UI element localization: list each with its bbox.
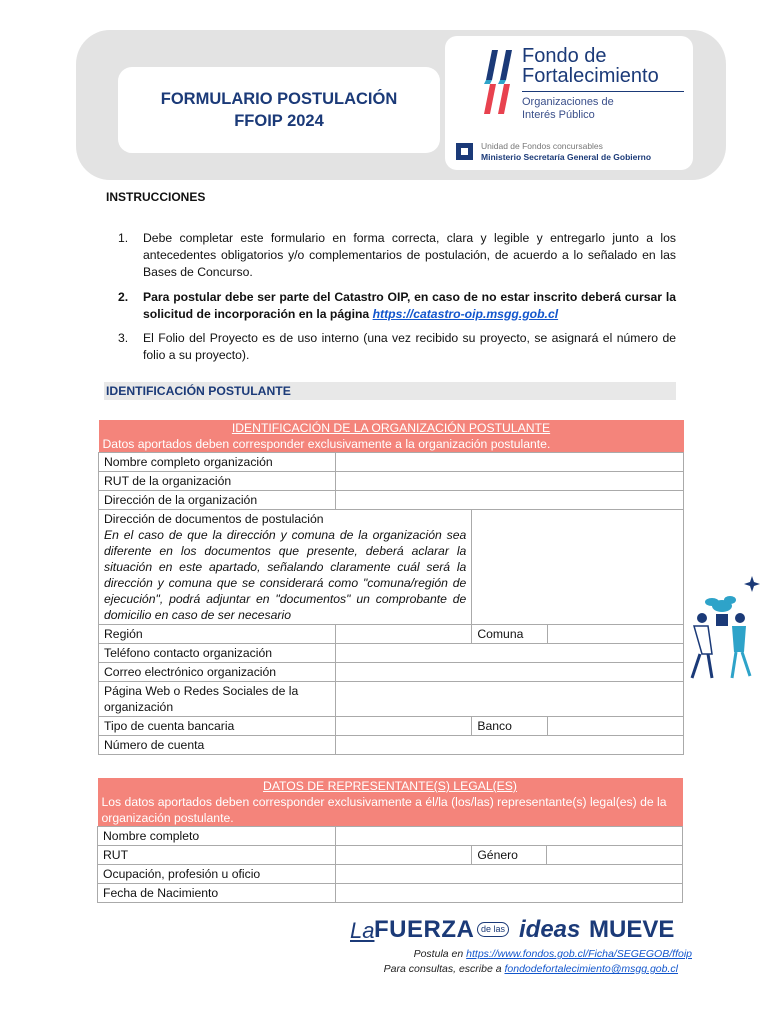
fund-logo-stripes-icon: [482, 50, 518, 114]
table-row: [99, 663, 684, 682]
field-label: Fecha de Nacimiento: [98, 884, 336, 903]
section-title: IDENTIFICACIÓN POSTULANTE: [104, 382, 676, 400]
table-header: [98, 778, 683, 827]
field-label: Banco: [472, 717, 548, 736]
field-label: Correo electrónico organización: [99, 663, 336, 682]
field-label: Región: [99, 625, 336, 644]
contact-line: [384, 963, 678, 975]
field-label: Tipo de cuenta bancaria: [99, 717, 336, 736]
docs-address-note: En el caso de que la dirección y comuna de la organización sea diferente en los documentos que presente, deberá aclarar la situación en este apartado, señalando claramente cuál será la dirección y comuna que se considerará como "comuna/región de ejecución", podrá adjuntar en "documentos" un comprobante de domicilio en caso de ser necesario: [104, 528, 467, 622]
instruction-text: Debe completar este formulario en forma correcta, clara y legible y entregarlo junto a los antecedentes obligatorios y/o complementarios de postulación, de acuerdo a lo señalado en las Bases de Concurso.: [143, 231, 676, 280]
field-label: Nombre completo: [98, 827, 336, 846]
instructions-list: [116, 230, 676, 371]
table-row: [98, 846, 683, 865]
table-row: [99, 491, 684, 510]
rep-name-field[interactable]: [335, 827, 682, 846]
gov-ministry-text: Ministerio Secretaría General de Gobierno: [481, 152, 652, 162]
form-title-box: [118, 67, 440, 153]
table-header-subtitle: Los datos aportados deben corresponder exclusivamente a él/la (los/las) representante(s) legal(es) de la organización postulante.: [101, 795, 667, 825]
account-type-field[interactable]: [335, 717, 472, 736]
rep-rut-field[interactable]: [335, 846, 472, 865]
instruction-number: 3.: [118, 331, 129, 346]
gov-unit-text: Unidad de Fondos concursables: [481, 141, 603, 151]
email-field[interactable]: [335, 663, 683, 682]
slogan-ideas: ideas: [519, 916, 581, 943]
field-label: [99, 510, 472, 625]
apply-prefix: Postula en: [413, 948, 467, 960]
field-label: RUT: [98, 846, 336, 865]
table-header-subtitle: Datos aportados deben corresponder exclusivamente a la organización postulante.: [102, 437, 551, 451]
table-header-title: IDENTIFICACIÓN DE LA ORGANIZACIÓN POSTULANTE: [231, 421, 551, 435]
rep-birthdate-field[interactable]: [335, 884, 682, 903]
table-header-title: DATOS DE REPRESENTANTE(S) LEGAL(ES): [263, 779, 517, 793]
table-row: [99, 625, 684, 644]
table-row: [99, 472, 684, 491]
website-field[interactable]: [335, 682, 683, 717]
table-row: [98, 827, 683, 846]
slogan-mueve: MUEVE: [589, 916, 675, 943]
apply-link[interactable]: https://www.fondos.gob.cl/Ficha/SEGEGOB/ffoip: [466, 948, 692, 960]
rep-gender-field[interactable]: [547, 846, 683, 865]
org-name-field[interactable]: [335, 453, 683, 472]
bank-field[interactable]: [548, 717, 684, 736]
slogan-la: La: [350, 918, 375, 943]
form-title-line2: FFOIP 2024: [234, 112, 324, 130]
instruction-item: [116, 289, 676, 323]
contact-prefix: Para consultas, escribe a: [383, 963, 505, 975]
instruction-text: Para postular debe ser parte del Catastro OIP, en caso de no estar inscrito deberá cursar la solicitud de incorporación en la página: [143, 289, 676, 321]
logo-text-4: Interés Público: [522, 109, 595, 121]
logo-text-3: Organizaciones de: [522, 96, 614, 108]
instruction-item: [116, 230, 676, 282]
table-row: [98, 884, 683, 903]
rep-occupation-field[interactable]: [335, 865, 682, 884]
docs-address-field[interactable]: [472, 510, 684, 625]
table-header-row: [98, 778, 683, 827]
field-label: Comuna: [472, 625, 548, 644]
logo-divider: [522, 91, 684, 92]
table-row: [99, 717, 684, 736]
instruction-text: El Folio del Proyecto es de uso interno (una vez recibido su proyecto, se asignará el número de folio a su proyecto).: [143, 331, 676, 363]
logo-text-1: Fondo de: [522, 45, 607, 67]
docs-address-title: Dirección de documentos de postulación: [104, 512, 324, 526]
region-field[interactable]: [335, 625, 472, 644]
table-row: [99, 644, 684, 663]
field-label: Ocupación, profesión u oficio: [98, 865, 336, 884]
field-label: RUT de la organización: [99, 472, 336, 491]
table-header-row: [99, 420, 684, 453]
catastro-link[interactable]: https://catastro-oip.msgg.gob.cl: [372, 306, 559, 321]
apply-line: [414, 948, 692, 960]
representative-table: [97, 778, 683, 903]
field-label: Nombre completo organización: [99, 453, 336, 472]
instruction-number: 1.: [118, 231, 129, 245]
table-row: [99, 682, 684, 717]
table-header: [99, 420, 684, 453]
contact-email-link[interactable]: fondodefortalecimiento@msgg.gob.cl: [504, 963, 678, 975]
instruction-item: [116, 330, 676, 364]
slogan-delas: de las: [477, 922, 509, 937]
comuna-field[interactable]: [548, 625, 684, 644]
government-emblem-icon: [456, 143, 473, 160]
table-row: [98, 865, 683, 884]
field-label: Teléfono contacto organización: [99, 644, 336, 663]
account-number-field[interactable]: [335, 736, 683, 755]
table-row: [99, 510, 684, 625]
table-row: [99, 453, 684, 472]
phone-field[interactable]: [335, 644, 683, 663]
table-row: [99, 736, 684, 755]
field-label: Página Web o Redes Sociales de la organización: [99, 682, 336, 717]
field-label: Dirección de la organización: [99, 491, 336, 510]
instructions-title: INSTRUCCIONES: [106, 190, 206, 204]
logo-text-2: Fortalecimiento: [522, 65, 659, 87]
slogan-fuerza: FUERZA: [374, 916, 475, 943]
organization-table: [98, 420, 684, 755]
org-address-field[interactable]: [335, 491, 683, 510]
form-title-line1: FORMULARIO POSTULACIÓN: [160, 90, 398, 108]
instruction-number: 2.: [118, 289, 129, 304]
field-label: Número de cuenta: [99, 736, 336, 755]
field-label: Género: [472, 846, 547, 865]
people-plant-illustration-icon: [682, 574, 762, 684]
org-rut-field[interactable]: [335, 472, 683, 491]
